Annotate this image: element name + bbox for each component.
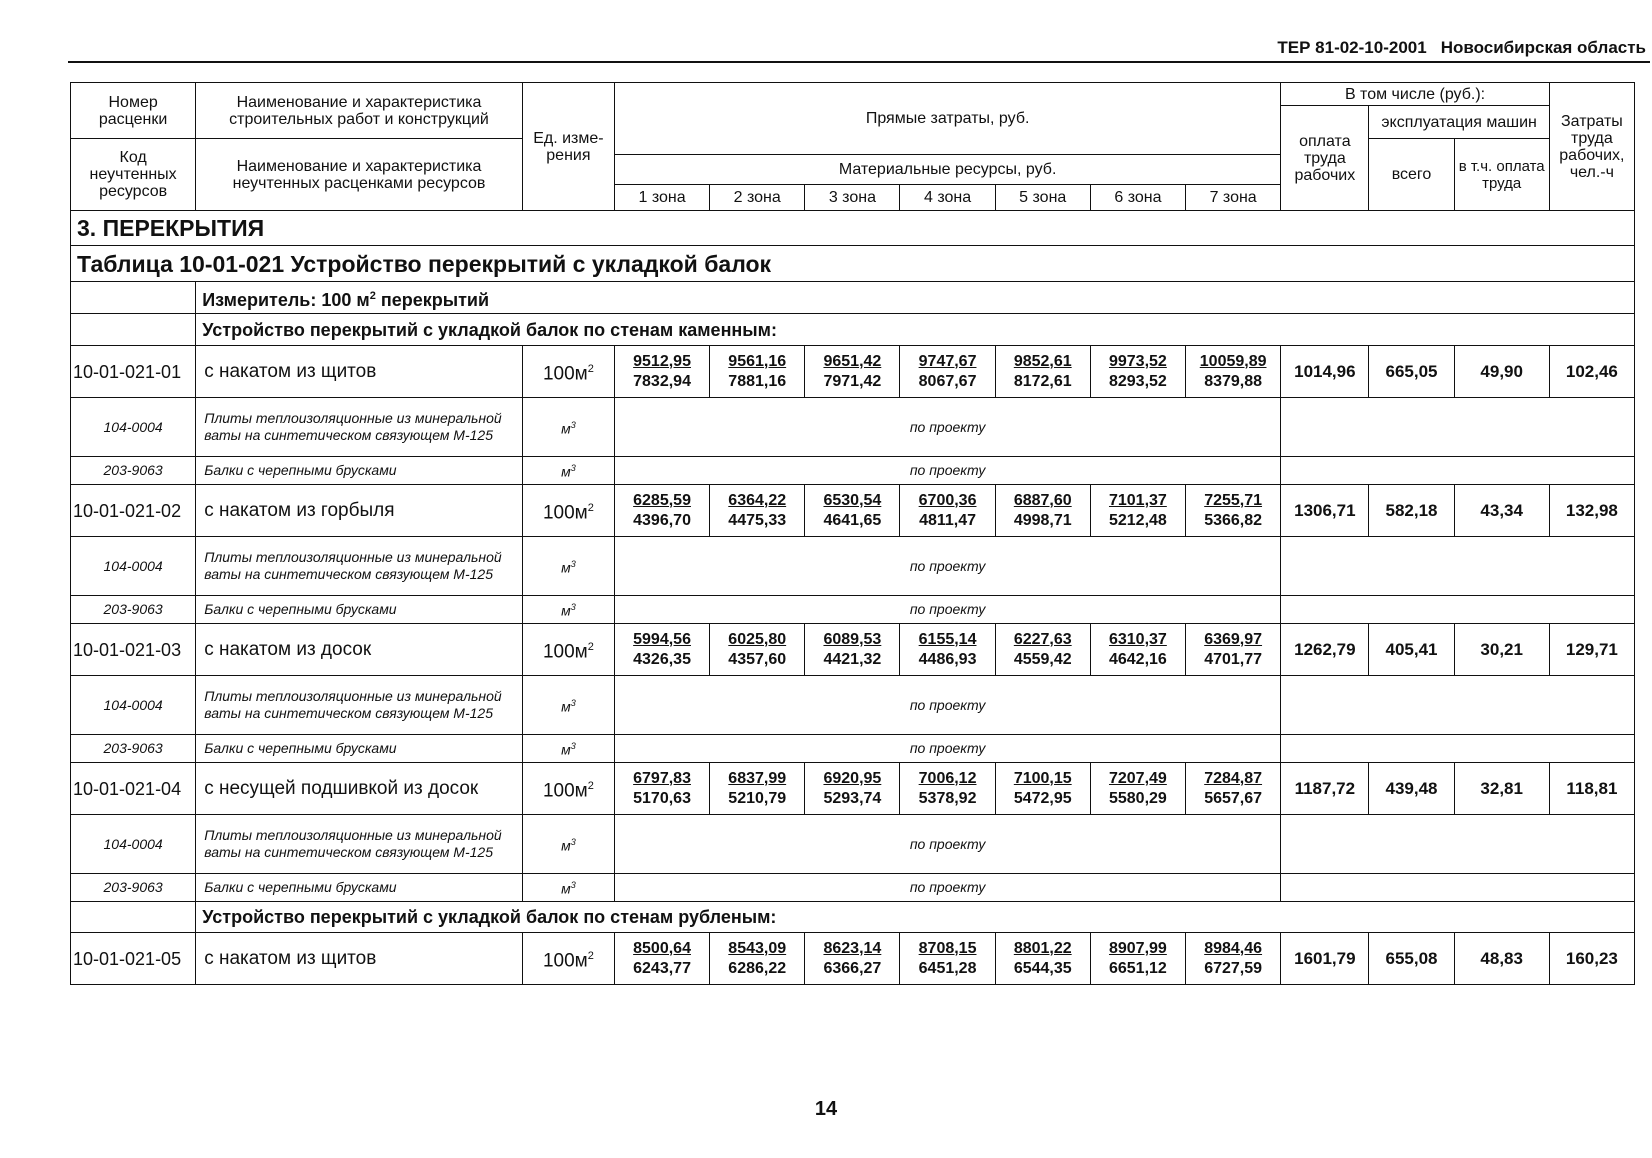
oplata-value: 1187,72 <box>1281 763 1369 815</box>
measure-label: Измеритель: 100 $м^2$ перекрытий <box>196 282 1635 314</box>
ekspl-value: 439,48 <box>1369 763 1454 815</box>
trud-value: 160,23 <box>1549 933 1634 985</box>
empty-cell <box>71 282 196 314</box>
zone-price: 6887,60 4998,71 <box>995 485 1090 537</box>
resource-row <box>71 815 1635 874</box>
resource-name: Балки с черепными брусками <box>196 735 523 763</box>
col-header-nomer: Номер расценки <box>71 83 196 139</box>
empty-cell <box>1281 735 1635 763</box>
rate-name: с несущей подшивкой из досок <box>196 763 523 815</box>
rate-unit: $100м^2$ <box>522 485 614 537</box>
zone-price: 7207,49 5580,29 <box>1090 763 1185 815</box>
zone-price: 8907,99 6651,12 <box>1090 933 1185 985</box>
table-title: Таблица 10-01-021 Устройство перекрытий с укладкой балок <box>71 246 1635 282</box>
zone-price: 9561,16 7881,16 <box>710 346 805 398</box>
po-proektu: по проекту <box>614 676 1280 735</box>
table-row <box>71 485 1635 537</box>
zone-price: 6310,37 4642,16 <box>1090 624 1185 676</box>
zone-header: 5 зона <box>995 185 1090 211</box>
col-header-vtch: в т.ч. оплата труда <box>1454 139 1549 211</box>
table-row <box>71 624 1635 676</box>
region-name: Новосибирская область <box>1440 38 1646 57</box>
resource-unit: $м^3$ <box>522 874 614 902</box>
zone-price: 6530,54 4641,65 <box>805 485 900 537</box>
resource-name: Плиты теплоизоляционные из минеральной ваты на синтетическом связующем М-125 <box>196 815 523 874</box>
zone-header: 6 зона <box>1090 185 1185 211</box>
table-row <box>71 346 1635 398</box>
resource-code: 104-0004 <box>71 676 196 735</box>
resource-unit: $м^3$ <box>522 596 614 624</box>
col-header-ekspl: эксплуатация машин <box>1369 106 1549 139</box>
oplata-value: 1306,71 <box>1281 485 1369 537</box>
ekspl-value: 582,18 <box>1369 485 1454 537</box>
col-header-pryamye: Прямые затраты, руб. <box>614 83 1280 155</box>
group-title: Устройство перекрытий с укладкой балок по стенам рубленым: <box>196 902 1635 933</box>
table-row <box>71 933 1635 985</box>
rates-table <box>70 82 1635 985</box>
rate-unit: $100м^2$ <box>522 624 614 676</box>
zone-header: 1 зона <box>614 185 709 211</box>
doc-code: ТЕР 81-02-10-2001 <box>1277 38 1427 57</box>
col-header-naim2: Наименование и характеристика неучтенных расценками ресурсов <box>196 139 523 211</box>
resource-row <box>71 874 1635 902</box>
zone-price: 6155,14 4486,93 <box>900 624 995 676</box>
resource-name: Балки с черепными брусками <box>196 457 523 485</box>
po-proektu: по проекту <box>614 398 1280 457</box>
zone-price: 7284,87 5657,67 <box>1186 763 1281 815</box>
resource-code: 203-9063 <box>71 596 196 624</box>
resource-code: 104-0004 <box>71 537 196 596</box>
zone-header: 2 зона <box>710 185 805 211</box>
vtch-value: 43,34 <box>1454 485 1549 537</box>
zone-price: 6025,80 4357,60 <box>710 624 805 676</box>
oplata-value: 1262,79 <box>1281 624 1369 676</box>
vtch-value: 49,90 <box>1454 346 1549 398</box>
po-proektu: по проекту <box>614 874 1280 902</box>
empty-cell <box>1281 596 1635 624</box>
resource-name: Плиты теплоизоляционные из минеральной ваты на синтетическом связующем М-125 <box>196 398 523 457</box>
vtch-value: 30,21 <box>1454 624 1549 676</box>
zone-price: 8801,22 6544,35 <box>995 933 1090 985</box>
resource-unit: $м^3$ <box>522 457 614 485</box>
resource-row <box>71 676 1635 735</box>
col-header-v-tom-chisle: В том числе (руб.): <box>1281 83 1550 106</box>
col-header-oplata: оплата труда рабочих <box>1281 106 1369 211</box>
zone-price: 6089,53 4421,32 <box>805 624 900 676</box>
resource-code: 203-9063 <box>71 735 196 763</box>
zone-price: 5994,56 4326,35 <box>614 624 709 676</box>
resource-name: Плиты теплоизоляционные из минеральной ваты на синтетическом связующем М-125 <box>196 676 523 735</box>
empty-cell <box>71 314 196 346</box>
zone-price: 7006,12 5378,92 <box>900 763 995 815</box>
po-proektu: по проекту <box>614 815 1280 874</box>
zone-price: 6285,59 4396,70 <box>614 485 709 537</box>
vtch-value: 32,81 <box>1454 763 1549 815</box>
po-proektu: по проекту <box>614 596 1280 624</box>
rate-name: с накатом из досок <box>196 624 523 676</box>
rate-name: с накатом из щитов <box>196 933 523 985</box>
trud-value: 132,98 <box>1549 485 1634 537</box>
oplata-value: 1014,96 <box>1281 346 1369 398</box>
trud-value: 129,71 <box>1549 624 1634 676</box>
trud-value: 102,46 <box>1549 346 1634 398</box>
header-rule <box>68 61 1650 63</box>
ekspl-value: 655,08 <box>1369 933 1454 985</box>
zone-price: 9747,67 8067,67 <box>900 346 995 398</box>
resource-row <box>71 398 1635 457</box>
rate-code: 10-01-021-05 <box>71 933 196 985</box>
rate-name: с накатом из горбыля <box>196 485 523 537</box>
resource-unit: $м^3$ <box>522 398 614 457</box>
zone-price: 8500,64 6243,77 <box>614 933 709 985</box>
empty-cell <box>1281 676 1635 735</box>
rate-code: 10-01-021-01 <box>71 346 196 398</box>
rate-unit: $100м^2$ <box>522 933 614 985</box>
empty-cell <box>1281 398 1635 457</box>
resource-name: Балки с черепными брусками <box>196 596 523 624</box>
section-title: 3. ПЕРЕКРЫТИЯ <box>71 211 1635 246</box>
rate-code: 10-01-021-03 <box>71 624 196 676</box>
document-header <box>1277 38 1646 58</box>
zone-price: 6700,36 4811,47 <box>900 485 995 537</box>
zone-price: 6920,95 5293,74 <box>805 763 900 815</box>
zone-price: 8543,09 6286,22 <box>710 933 805 985</box>
resource-code: 203-9063 <box>71 457 196 485</box>
group-title: Устройство перекрытий с укладкой балок по стенам каменным: <box>196 314 1635 346</box>
zone-price: 8984,46 6727,59 <box>1186 933 1281 985</box>
resource-row <box>71 735 1635 763</box>
rate-name: с накатом из щитов <box>196 346 523 398</box>
col-header-ed: Ед. изме-рения <box>522 83 614 211</box>
col-header-kod: Код неучтенных ресурсов <box>71 139 196 211</box>
col-header-vsego: всего <box>1369 139 1454 211</box>
table-row <box>71 763 1635 815</box>
resource-unit: $м^3$ <box>522 676 614 735</box>
resource-row <box>71 537 1635 596</box>
page-number: 14 <box>814 1098 838 1120</box>
resource-code: 203-9063 <box>71 874 196 902</box>
zone-price: 6837,99 5210,79 <box>710 763 805 815</box>
trud-value: 118,81 <box>1549 763 1634 815</box>
rate-code: 10-01-021-02 <box>71 485 196 537</box>
zone-price: 8708,15 6451,28 <box>900 933 995 985</box>
resource-unit: $м^3$ <box>522 815 614 874</box>
zone-header: 3 зона <box>805 185 900 211</box>
ekspl-value: 405,41 <box>1369 624 1454 676</box>
zone-price: 9512,95 7832,94 <box>614 346 709 398</box>
resource-name: Балки с черепными брусками <box>196 874 523 902</box>
resource-unit: $м^3$ <box>522 735 614 763</box>
zone-price: 7100,15 5472,95 <box>995 763 1090 815</box>
col-header-naim1: Наименование и характеристика строительных работ и конструкций <box>196 83 523 139</box>
rate-unit: $100м^2$ <box>522 763 614 815</box>
empty-cell <box>1281 874 1635 902</box>
zone-price: 6364,22 4475,33 <box>710 485 805 537</box>
po-proektu: по проекту <box>614 457 1280 485</box>
rate-unit: $100м^2$ <box>522 346 614 398</box>
po-proektu: по проекту <box>614 537 1280 596</box>
empty-cell <box>71 902 196 933</box>
empty-cell <box>1281 537 1635 596</box>
zone-price: 8623,14 6366,27 <box>805 933 900 985</box>
resource-unit: $м^3$ <box>522 537 614 596</box>
po-proektu: по проекту <box>614 735 1280 763</box>
vtch-value: 48,83 <box>1454 933 1549 985</box>
resource-name: Плиты теплоизоляционные из минеральной ваты на синтетическом связующем М-125 <box>196 537 523 596</box>
zone-price: 7101,37 5212,48 <box>1090 485 1185 537</box>
col-header-zatraty: Затраты труда рабочих, чел.-ч <box>1549 83 1634 211</box>
rate-code: 10-01-021-04 <box>71 763 196 815</box>
zone-price: 6369,97 4701,77 <box>1186 624 1281 676</box>
empty-cell <box>1281 457 1635 485</box>
zone-header: 4 зона <box>900 185 995 211</box>
zone-price: 10059,89 8379,88 <box>1186 346 1281 398</box>
zone-price: 6797,83 5170,63 <box>614 763 709 815</box>
oplata-value: 1601,79 <box>1281 933 1369 985</box>
resource-code: 104-0004 <box>71 398 196 457</box>
empty-cell <box>1281 815 1635 874</box>
resource-row <box>71 457 1635 485</box>
resource-code: 104-0004 <box>71 815 196 874</box>
ekspl-value: 665,05 <box>1369 346 1454 398</box>
zone-price: 6227,63 4559,42 <box>995 624 1090 676</box>
zone-price: 9651,42 7971,42 <box>805 346 900 398</box>
zone-header: 7 зона <box>1186 185 1281 211</box>
zone-price: 9852,61 8172,61 <box>995 346 1090 398</box>
resource-row <box>71 596 1635 624</box>
zone-price: 9973,52 8293,52 <box>1090 346 1185 398</box>
zone-price: 7255,71 5366,82 <box>1186 485 1281 537</box>
col-header-materialnye: Материальные ресурсы, руб. <box>614 155 1280 185</box>
